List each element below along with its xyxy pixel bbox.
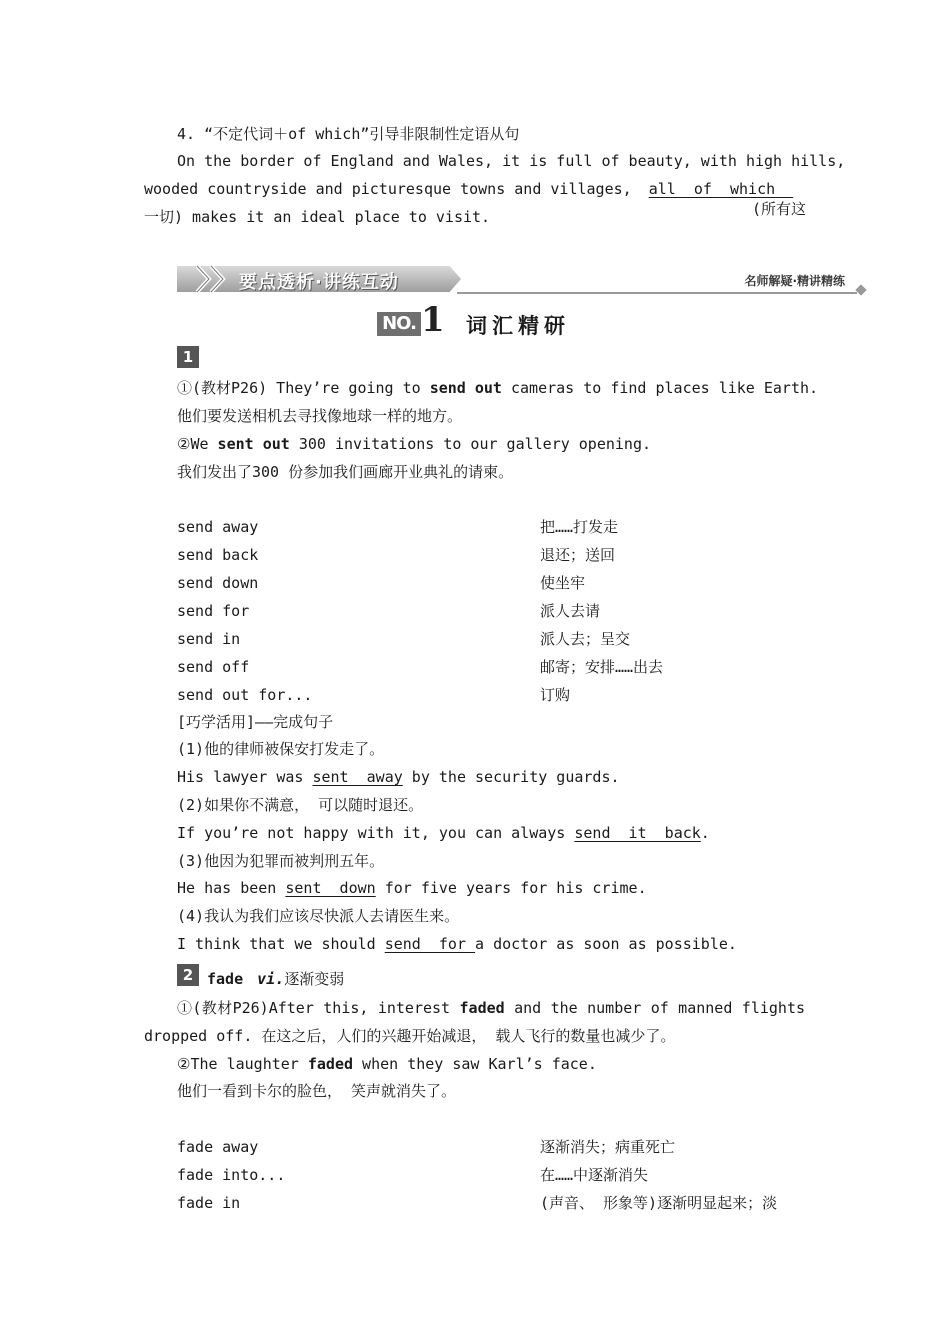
intro-line-1: On the border of England and Wales, it is full of beauty, with high hills, [177,152,846,170]
phrase-en: send off [177,658,250,676]
answer-blank: send for [384,935,476,953]
part-of-speech: vi. [257,970,285,988]
answer-blank: sent away [312,768,403,786]
item-number-badge: 1 [177,346,199,368]
phrase-cn: 把……打发走 [540,518,619,536]
phrase-en: send for [177,602,250,620]
question-cn: (1)他的律师被保安打发走了。 [177,740,385,758]
phrase-en: send away [177,518,259,536]
phrase-cn: 派人去；呈交 [540,630,631,648]
answer-blank: all of which [648,180,776,198]
item-number-badge: 2 [177,964,199,986]
phrase-cn: 派人去请 [540,602,601,620]
keyword: send out [429,379,502,397]
banner-title: 要点透析·讲练互动 [239,272,399,293]
intro-line-3: 一切) makes it an ideal place to visit. [144,208,491,226]
phrase-en: send out for... [177,686,313,704]
no-label: NO. [377,312,421,336]
example-sentence-continued: dropped off. 在这之后，人们的兴趣开始减退， 载人飞行的数量也减少了。 [144,1027,676,1045]
practice-title: [巧学活用]——完成句子 [177,713,334,731]
example-sentence: ①(教材P26) They’re going to send out cameras to find places like Earth. [177,379,819,397]
example-translation: 他们要发送相机去寻找像地球一样的地方。 [177,407,463,425]
intro-heading: 4. “不定代词＋of which”引导非限制性定语从句 [177,125,520,143]
section-number-logo [377,300,445,340]
section-banner [177,262,867,296]
keyword: sent out [217,435,290,453]
phrase-cn: 订购 [540,686,571,704]
word-entry [207,969,344,989]
phrase-en: fade into... [177,1166,286,1184]
answer-blank: sent down [285,879,376,897]
phrase-cn: 退还；送回 [540,546,616,564]
phrase-cn: 逐渐消失；病重死亡 [540,1138,676,1156]
phrase-cn: 在……中逐渐消失 [540,1166,649,1184]
question-en: If you’re not happy with it, you can always send it back. [177,824,710,842]
intro-line-2-tail: (所有这 [751,200,806,218]
example-sentence: ②We sent out 300 invitations to our gallery opening. [177,435,652,453]
question-cn: (2)如果你不满意， 可以随时退还。 [177,796,424,814]
phrase-en: fade away [177,1138,259,1156]
banner-subtitle: 名师解疑·精讲精练 [744,274,845,288]
phrase-en: fade in [177,1194,241,1212]
question-cn: (4)我认为我们应该尽快派人去请医生来。 [177,907,460,925]
example-sentence: ②The laughter faded when they saw Karl’s face. [177,1055,597,1073]
chevron-arrows-icon [191,264,239,294]
phrase-cn: 使坐牢 [540,574,586,592]
question-en: I think that we should send for a doctor as soon as possible. [177,935,737,953]
question-en: His lawyer was sent away by the security guards. [177,768,620,786]
phrase-cn: (声音、 形象等)逐渐明显起来；淡 [540,1194,778,1212]
example-translation: 他们一看到卡尔的脸色， 笑声就消失了。 [177,1082,457,1100]
question-en: He has been sent down for five years for his crime. [177,879,647,897]
keyword: faded [459,999,505,1017]
example-translation: 我们发出了300 份参加我们画廊开业典礼的请柬。 [177,463,514,481]
banner-divider [457,292,857,294]
diamond-icon [855,284,866,295]
phrase-en: send in [177,630,241,648]
answer-blank: send it back [574,824,701,842]
phrase-en: send down [177,574,259,592]
phrase-en: send back [177,546,259,564]
word-meaning: 逐渐变弱 [284,970,345,988]
phrase-cn: 邮寄；安排……出去 [540,658,664,676]
keyword: faded [307,1055,354,1073]
intro-line-2-text: wooded countryside and picturesque towns and villages, [144,180,632,198]
headword: fade [207,970,244,988]
section-number: 1 [421,300,445,340]
section-title: 词汇精研 [466,314,570,338]
question-cn: (3)他因为犯罪而被判刑五年。 [177,852,385,870]
example-sentence: ①(教材P26)After this, interest faded and the number of manned flights [177,999,806,1017]
